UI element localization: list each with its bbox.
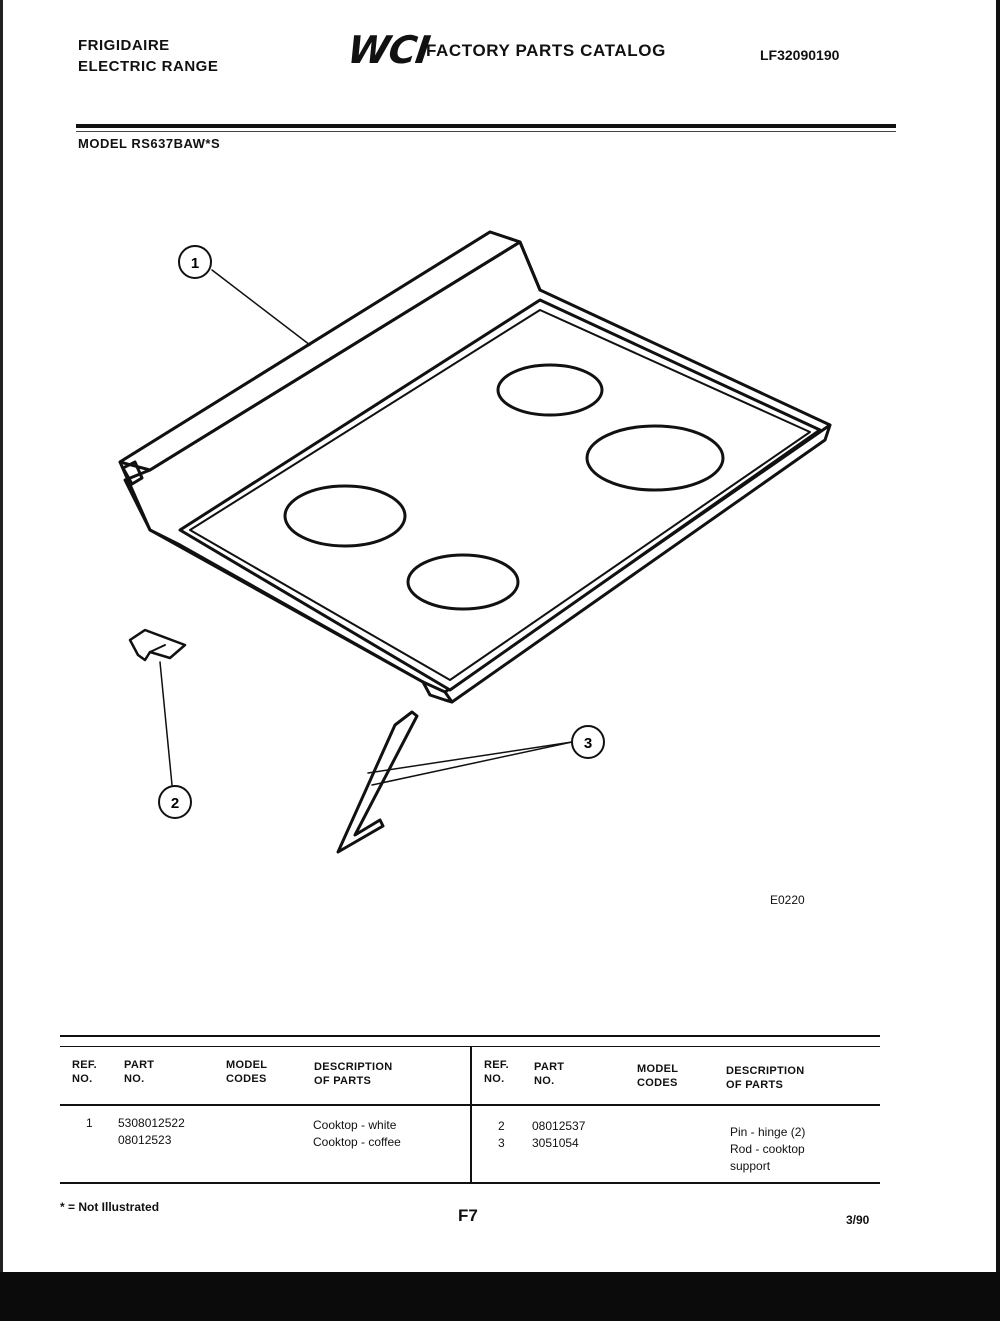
page-number: F7 [458,1206,478,1225]
table-cell-ref: 1 [86,1116,93,1130]
header-description-right: DESCRIPTION OF PARTS [726,1065,805,1091]
scan-bottom-band [0,1272,1000,1321]
diagram-code: E0220 [770,893,805,907]
leader-line-3b [372,742,572,785]
burner-opening-rear-left [498,365,602,415]
hinge-pin-part [130,630,185,660]
callout-2-label: 2 [170,795,180,812]
header-description-left: DESCRIPTION OF PARTS [314,1061,393,1087]
table-bottom-rule [60,1182,880,1184]
leader-line-2 [160,662,172,785]
date-code: 3/90 [846,1213,870,1227]
burner-opening-front-left [285,486,405,546]
cooktop-inner-panel [180,300,820,690]
document-id: LF32090190 [760,47,840,63]
catalog-title: FACTORY PARTS CATALOG [426,41,666,60]
header-part-no-left: PART NO. [124,1059,155,1085]
table-column-divider [470,1046,472,1182]
table-cell-desc: Cooktop - white Cooktop - coffee [313,1118,401,1149]
table-cell-part: 08012537 3051054 [532,1119,586,1150]
table-top-rule [60,1035,880,1037]
wci-logo: WCI [344,28,433,72]
table-cell-ref: 2 3 [498,1119,505,1150]
header-model-codes-left: MODEL CODES [226,1059,268,1085]
callout-1-label: 1 [190,255,200,272]
burner-opening-front-right [408,555,518,609]
header-ref-no-right: REF. NO. [484,1059,510,1085]
support-rod-part [338,712,417,852]
model-number: MODEL RS637BAW*S [78,136,221,151]
header-ref-no-left: REF. NO. [72,1059,98,1085]
product-type: ELECTRIC RANGE [78,58,219,75]
not-illustrated-footnote: * = Not Illustrated [60,1200,160,1214]
brand-name: FRIGIDAIRE [78,37,170,54]
table-cell-part: 5308012522 08012523 [118,1116,185,1147]
leader-line-1 [212,270,310,345]
header-model-codes-right: MODEL CODES [637,1063,679,1089]
header-part-no-right: PART NO. [534,1061,565,1087]
table-cell-desc: Pin - hinge (2) Rod - cooktop support [730,1125,806,1173]
burner-opening-rear-right [587,426,723,490]
callout-3-label: 3 [583,735,593,752]
